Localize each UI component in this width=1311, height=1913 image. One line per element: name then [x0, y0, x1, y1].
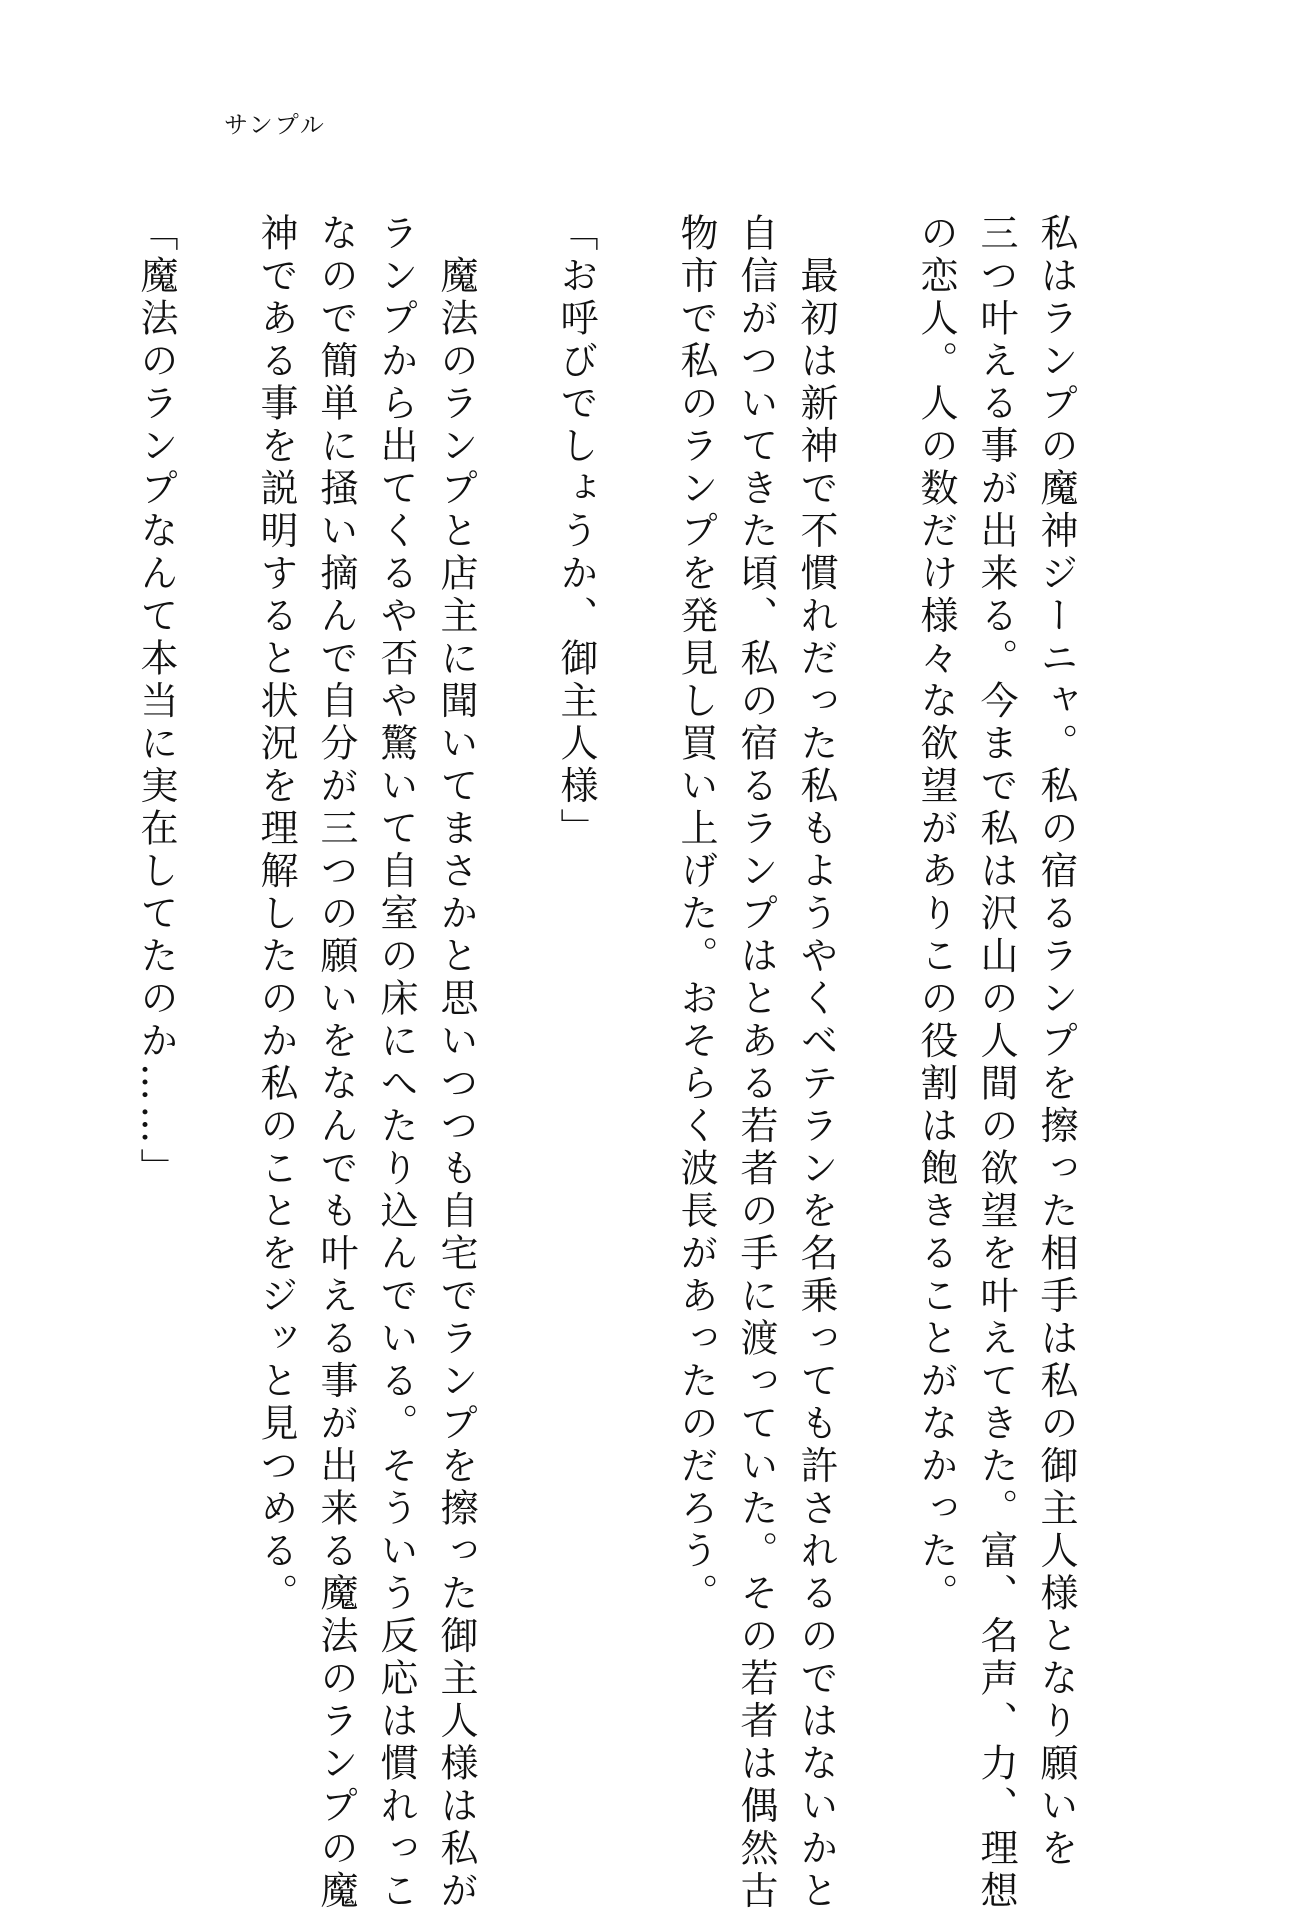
vertical-text-body: [126, 213, 1086, 1913]
dialogue-line: 「魔法のランプなんて本当に実在してたのか……」: [134, 213, 178, 1191]
text-line: の恋人。人の数だけ様々な欲望がありこの役割は飽きることがなかった。: [914, 213, 958, 1616]
text-line: 三つ叶える事が出来る。今まで私は沢山の人間の欲望を叶えてきた。富、名声、力、理想: [974, 213, 1018, 1913]
sample-label: サンプル: [224, 111, 326, 139]
text-line: 神である事を説明すると状況を理解したのか私のことをジッと見つめる。: [254, 213, 298, 1616]
text-line: 私はランプの魔神ジーニャ。私の宿るランプを擦った相手は私の御主人様となり願いを: [1034, 213, 1078, 1871]
dialogue-line: 「お呼びでしょうか、御主人様」: [554, 213, 598, 851]
text-line: ランプから出てくるや否や驚いて自室の床にへたり込んでいる。そういう反応は慣れっこ: [374, 213, 418, 1913]
blank-line: [186, 213, 246, 1633]
text-line: 最初は新神で不慣れだった私もようやくベテランを名乗っても許されるのではないかと: [794, 213, 838, 1913]
text-line: 魔法のランプと店主に聞いてまさかと思いつつも自宅でランプを擦った御主人様は私が: [434, 213, 478, 1913]
blank-line: [606, 213, 666, 1633]
blank-line: [486, 213, 546, 1633]
text-line: 自信がついてきた頃、私の宿るランプはとある若者の手に渡っていた。その若者は偶然古: [734, 213, 778, 1913]
text-line: なので簡単に掻い摘んで自分が三つの願いをなんでも叶える事が出来る魔法のランプの魔: [314, 213, 358, 1913]
blank-line: [846, 213, 906, 1633]
text-line: 物市で私のランプを発見し買い上げた。おそらく波長があったのだろう。: [674, 213, 718, 1616]
